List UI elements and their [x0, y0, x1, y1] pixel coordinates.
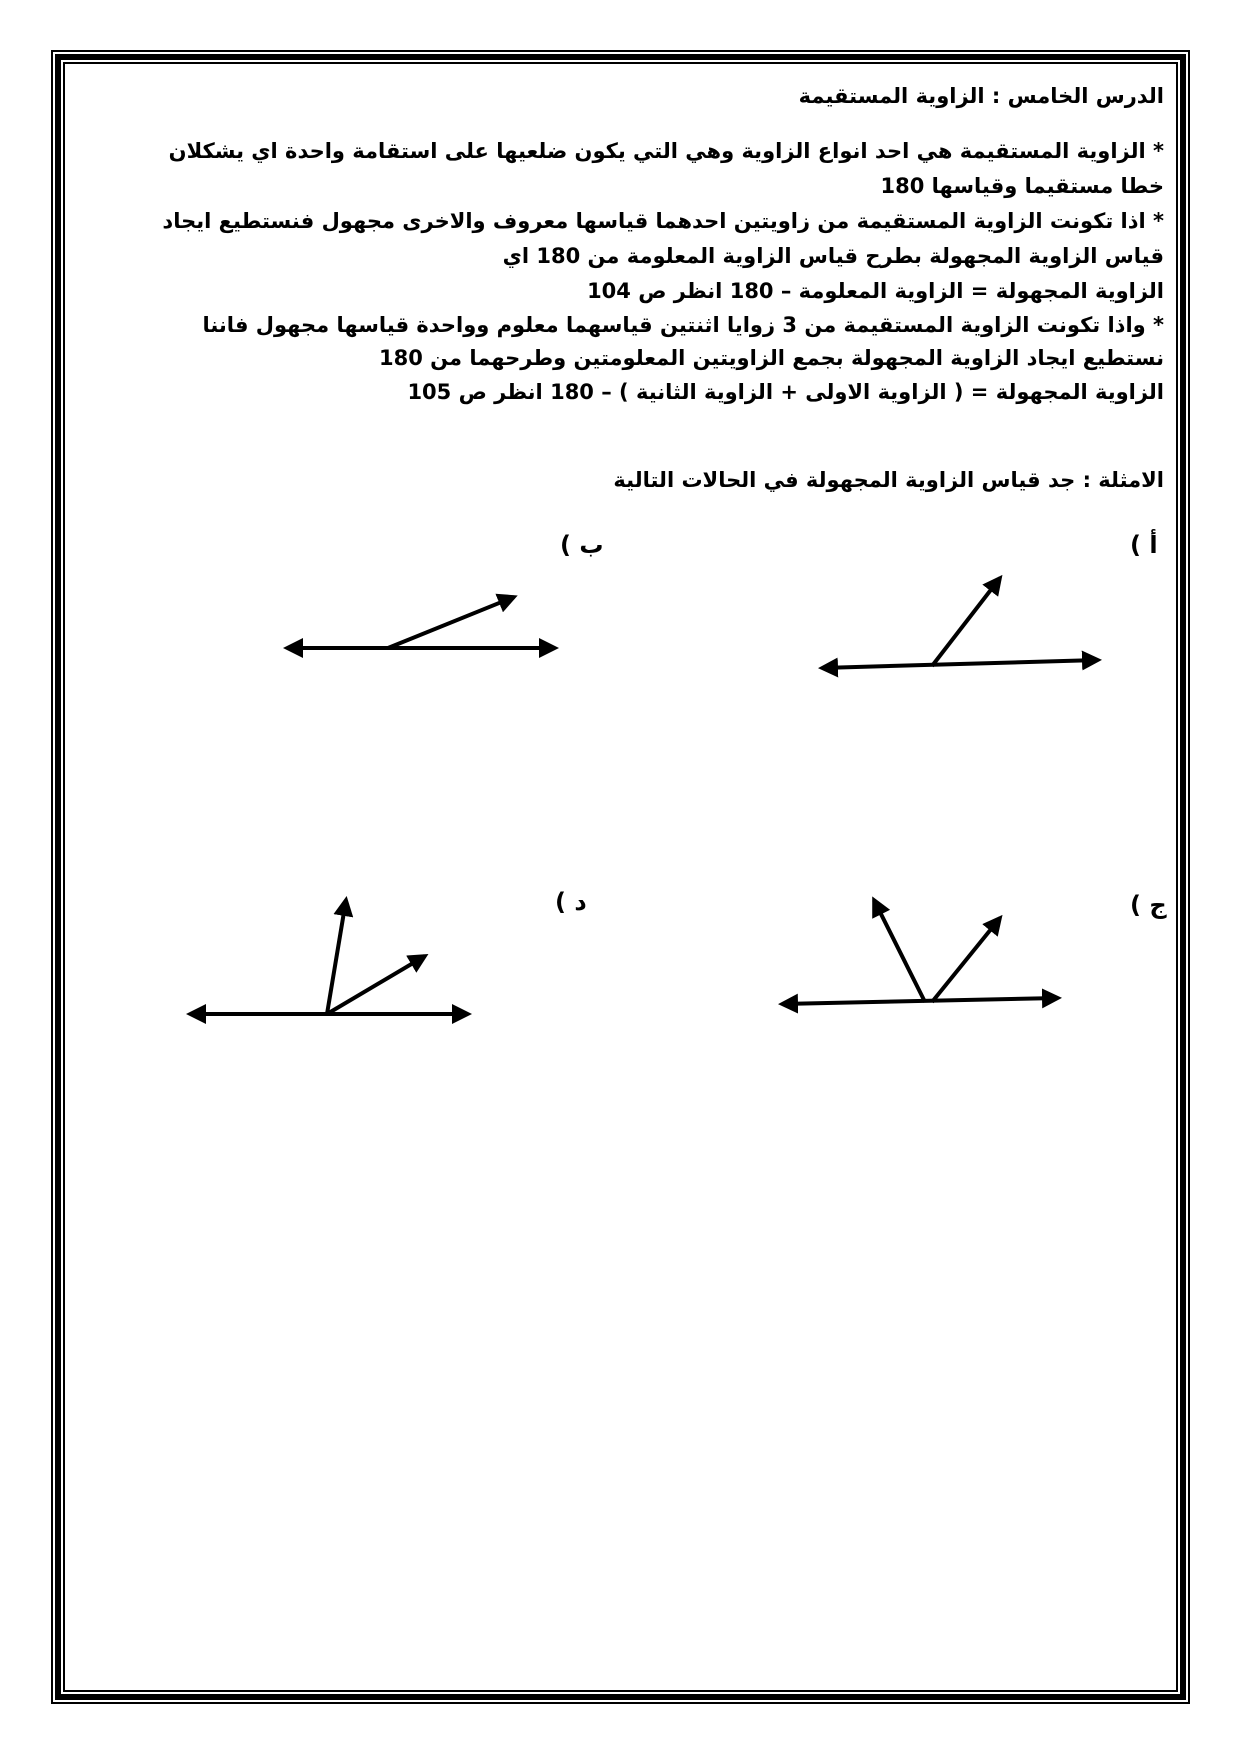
figure-a	[822, 578, 1098, 668]
ray	[932, 578, 1000, 666]
paragraph-line: قياس الزاوية المجهولة بطرح قياس الزاوية المعلومة من 180 اي	[502, 244, 1164, 268]
ray	[932, 918, 1000, 1002]
ray	[327, 956, 425, 1014]
figure-d	[190, 900, 468, 1014]
example-label-c: ج )	[1130, 891, 1167, 919]
example-label-a: أ )	[1130, 531, 1158, 559]
straight-line	[822, 660, 1098, 668]
lesson-title: الدرس الخامس : الزاوية المستقيمة	[798, 84, 1164, 108]
paragraph-line: * اذا تكونت الزاوية المستقيمة من زاويتين احدهما قياسها معروف والاخرى مجهول فنستطيع ايجاد	[162, 209, 1164, 233]
formula-line: الزاوية المجهولة = ( الزاوية الاولى + الزاوية الثانية ) – 180 انظر ص 105	[407, 380, 1164, 404]
paragraph-line: نستطيع ايجاد الزاوية المجهولة بجمع الزاويتين المعلومتين وطرحهما من 180	[378, 346, 1164, 370]
straight-line	[782, 998, 1058, 1004]
example-label-d: د )	[555, 888, 587, 916]
examples-heading: الامثلة : جد قياس الزاوية المجهولة في الحالات التالية	[613, 468, 1164, 492]
ray	[874, 900, 925, 1002]
figure-b	[287, 597, 555, 648]
paragraph-line: * الزاوية المستقيمة هي احد انواع الزاوية وهي التي يكون ضلعيها على استقامة واحدة اي يشكلان	[168, 139, 1164, 163]
paragraph-line: خطا مستقيما وقياسها 180	[880, 174, 1164, 198]
figure-c	[782, 900, 1058, 1004]
paragraph-line: * واذا تكونت الزاوية المستقيمة من 3 زوايا اثنتين قياسهما معلوم وواحدة قياسها مجهول فاننا	[202, 313, 1164, 337]
example-label-b: ب )	[560, 531, 604, 559]
ray	[327, 900, 346, 1014]
formula-line: الزاوية المجهولة = الزاوية المعلومة – 180 انظر ص 104	[587, 279, 1164, 303]
ray	[388, 597, 514, 648]
